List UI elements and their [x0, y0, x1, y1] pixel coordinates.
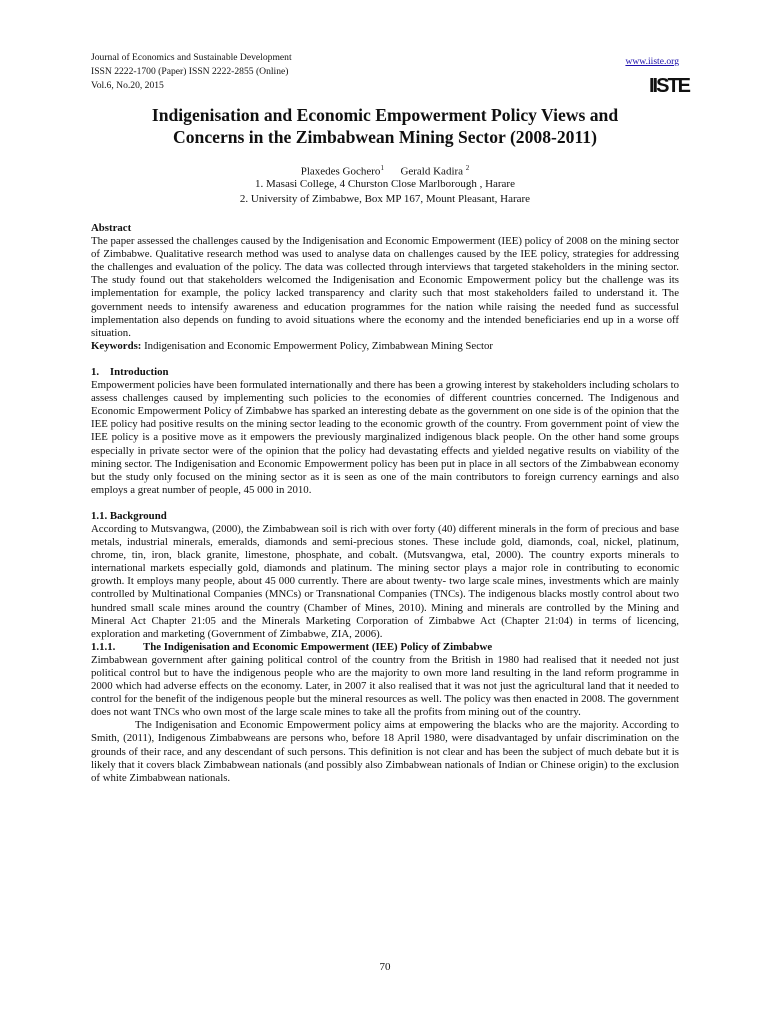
iee-number: 1.1.1. — [91, 640, 116, 653]
iee-paragraph-1: Zimbabwean government after gaining political control of the country from the British in 1980 had realised that it needed not just political control but to have the indigenous people who are the majority to own more land resulting in the land reform programme in 2000 which had adverse effects on the economy. Later, in 2007 it also realised that it was not just the agricultural land that it needed to control for the benefit of the indigenous people but the mineral resources as well. The policy was then enacted in 2008. The government does not want TNCs who own most of the large scale mines to take all the profits from mining out of the country. — [91, 653, 679, 719]
intro-heading — [91, 366, 679, 379]
abstract-text: The paper assessed the challenges caused by the Indigenisation and Economic Empowerment (IEE) policy of 2008 on the mining sector of Zimbabwe. Qualitative research method was used to analyse data on challenges caused by the IEE policy, strategies for addressing the challenges and evaluation of the policy. The data was collected through interviews that targeted stakeholders in the mining sector. The study found out that stakeholders welcomed the Indigenisation and Economic Empowerment policy but the challenge was its implementation for example, the policy lacked transparency and clarity such that most stakeholders failed to understand it. The government needs to intensify awareness and education programmes for the nation while raising the needed fund as successful implementation also depends on funding to avoid situations where the economy and the intended beneficiaries end up in a worse off situation. — [91, 235, 679, 339]
journal-brand — [609, 51, 690, 100]
intro-number: 1. — [91, 365, 100, 378]
intro-heading-text: Introduction — [109, 365, 169, 378]
title-line-2: Concerns in the Zimbabwean Mining Sector (2008-2011) — [173, 127, 597, 147]
iee-heading-text: The Indigenisation and Economic Empowerment (IEE) Policy of Zimbabwe — [143, 640, 493, 653]
iee-paragraph-2: The Indigenisation and Economic Empowerment policy aims at empowering the blacks who are the majority. According to Smith, (2011), Indigenous Zimbabweans are persons who, before 18 April 1980, were disadvantaged by unfair discrimination on the grounds of their race, and any descendant of such persons. This definition is not clear and has been the subject of much debate but it is likely that it covers black Zimbabwean nationals (and possibly also Zimbabwean nationals of Indian or Chinese origin) to the exclusion of white Zimbabwean nationals. — [91, 719, 679, 784]
page-number: 70 — [379, 961, 391, 973]
affiliation-2: 2. University of Zimbabwe, Box MP 167, Mount Pleasant, Harare — [239, 193, 531, 205]
affiliation-1: 1. Masasi College, 4 Churston Close Marlborough , Harare — [255, 178, 515, 190]
journal-volume: Vol.6, No.20, 2015 — [91, 80, 164, 91]
author-1: Plaxedes Gochero — [300, 165, 381, 178]
title-line-1: Indigenisation and Economic Empowerment Policy Views and — [151, 105, 619, 125]
iee-heading — [91, 641, 679, 654]
journal-info — [91, 51, 292, 93]
keywords — [91, 340, 679, 353]
author-2: Gerald Kadira — [400, 165, 464, 178]
paper-page — [91, 0, 690, 973]
author-2-sup: 2 — [465, 164, 470, 172]
paper-title — [91, 104, 679, 148]
keywords-text: Indigenisation and Economic Empowerment Policy, Zimbabwean Mining Sector — [141, 339, 494, 352]
intro-text: Empowerment policies have been formulated internationally and there has been a growing interest by stakeholders including scholars to assess challenges caused by implementing such policies to the economies of different countries concerned. The Indigenous and Economic Empowerment Policy of Zimbabwe has sparked an interesting debate as the government on one side is of the opinion that the IEE policy had positive results on the mining sector leading to the economic growth of the country. From government point of view the IEE policy is a positive move as it empowers the previously marginalized indigenous black people. On the other hand some groups especially in private sector were of the opinion that the policy had devastating effects and yielded negative results on viability of the mining sector. The Indigenisation and Economic Empowerment policy has been put in place in all sectors of the Zimbabwean economy but the study only focused on the mining sector as it is seen as one of the main contributors to foreign currency earnings and also employs a great number of people, 45 000 in 2010. — [91, 379, 679, 496]
journal-header — [91, 0, 690, 100]
journal-url-link[interactable]: www.iiste.org — [625, 56, 679, 67]
background-heading: 1.1. Background — [91, 509, 167, 522]
journal-issn: ISSN 2222-1700 (Paper) ISSN 2222-2855 (Online) — [91, 66, 289, 77]
journal-name: Journal of Economics and Sustainable Development — [91, 52, 292, 63]
iiste-logo: IISTE — [649, 75, 690, 97]
keywords-label: Keywords: — [91, 339, 142, 352]
background-text: According to Mutsvangwa, (2000), the Zimbabwean soil is rich with over forty (40) different minerals in the form of precious and base metals, industrial minerals, emeralds, diamonds and semi-precious stones. These include gold, diamonds, coal, nickel, platinum, chrome, tin, iron, black granite, limestone, phosphate, and cobalt. (Mutsvangwa, etal, 2000). The country exports minerals to international markets especially gold, diamonds and platinum. The mining sector plays a major role in contributing to economic growth. It employs many people, about 45 000 currently. There are about twenty- two large scale mines, investments which are mainly controlled by Multinational Companies (MNCs) or Transnational Companies (TNCs). The indigenous blacks mostly control about two hundred small scale mines around the country (Chamber of Mines, 2010). Mining and minerals are controlled by the Mining and Mineral Act Chapter 21:05 and the Minerals Marketing Corporation of Zimbabwe Act (Chapter 21:04) in terms of licencing, exploration and marketing (Government of Zimbabwe, ZIA, 2006). — [91, 522, 679, 640]
author-1-sup: 1 — [380, 164, 384, 172]
paper-body — [91, 222, 679, 785]
abstract-heading: Abstract — [91, 222, 132, 234]
